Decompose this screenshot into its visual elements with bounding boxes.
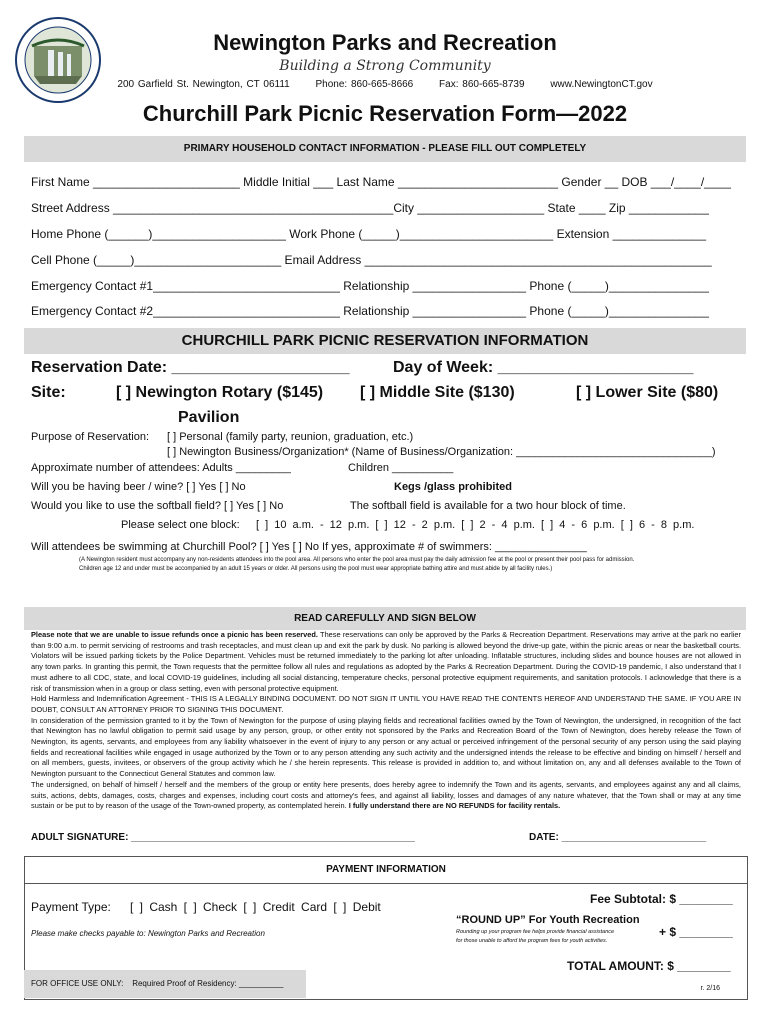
round-up-title: “ROUND UP” For Youth Recreation xyxy=(456,914,640,926)
adult-signature-field[interactable]: ADULT SIGNATURE: ___________________________________________________ xyxy=(31,832,415,843)
site-label: Site: xyxy=(31,384,66,401)
site-option-lower-checkbox[interactable]: [ ] Lower Site ($80) xyxy=(576,384,719,401)
attendees-adults-field[interactable]: Approximate number of attendees: Adults _________ xyxy=(31,462,291,474)
softball-note: The softball field is available for a two hour block of time. xyxy=(350,500,626,512)
fee-subtotal-field[interactable]: Fee Subtotal: $ ________ xyxy=(590,892,733,906)
round-up-amount-field[interactable]: + $ ________ xyxy=(659,925,733,939)
emergency-contact-1-row[interactable]: Emergency Contact #1____________________________ Relationship _________________ Phone (_____)_______________ xyxy=(31,279,709,293)
total-amount-field[interactable]: TOTAL AMOUNT: $ ________ xyxy=(567,959,731,973)
site-option-rotary-checkbox[interactable]: [ ] Newington Rotary ($145) xyxy=(116,384,324,401)
payment-heading: PAYMENT INFORMATION xyxy=(25,857,747,884)
terms-text xyxy=(31,630,741,812)
refund-policy-paragraph xyxy=(31,630,741,694)
time-block-label: Please select one block: xyxy=(121,519,240,531)
org-fax: Fax: 860-665-8739 xyxy=(439,79,525,90)
attendees-children-field[interactable]: Children __________ xyxy=(348,462,454,474)
reservation-section-heading: CHURCHILL PARK PICNIC RESERVATION INFORMATION xyxy=(24,328,746,354)
day-of-week-field[interactable]: Day of Week: ______________________ xyxy=(393,359,694,376)
round-up-note-line1: Rounding up your program fee helps provide financial assistance xyxy=(456,929,615,935)
org-website: www.NewingtonCT.gov xyxy=(550,79,653,90)
kegs-prohibited-note: Kegs /glass prohibited xyxy=(394,481,512,493)
softball-question[interactable]: Would you like to use the softball field? [ ] Yes [ ] No xyxy=(31,500,284,512)
time-block-options[interactable]: [ ] 10 a.m. - 12 p.m. [ ] 12 - 2 p.m. [ ] 2 - 4 p.m. [ ] 4 - 6 p.m. [ ] 6 - 8 p.m. xyxy=(256,519,695,531)
emergency-contact-2-row[interactable]: Emergency Contact #2____________________________ Relationship _________________ Phone (_____)_______________ xyxy=(31,304,709,318)
cell-email-row[interactable]: Cell Phone (_____)______________________ Email Address ____________________________________________________ xyxy=(31,253,712,267)
contact-section-heading: PRIMARY HOUSEHOLD CONTACT INFORMATION - PLEASE FILL OUT COMPLETELY xyxy=(24,136,746,162)
hold-harmless-paragraph: Hold Harmless and Indemnification Agreement - THIS IS A LEGALLY BINDING DOCUMENT. DO NOT SIGN IT UNTIL YOU HAVE READ THE CONTENTS HEREOF AND UNDERSTAND THE SAME. IF YOU ARE IN DOUBT, CONSULT AN ATTORNEY PRIOR TO SIGNING THIS DOCUMENT. xyxy=(31,694,741,714)
refund-policy-bold: Please note that we are unable to issue refunds once a picnic has been reserved. xyxy=(31,630,318,639)
office-use-label: FOR OFFICE USE ONLY: xyxy=(31,979,124,988)
name-row[interactable]: First Name ______________________ Middle Initial ___ Last Name ________________________ Gender __ DOB ___/____/____ xyxy=(31,175,731,189)
revision-note: r. 2/16 xyxy=(700,985,720,992)
org-tagline: Building a Strong Community xyxy=(279,58,491,74)
purpose-personal-checkbox[interactable]: [ ] Personal (family party, reunion, graduation, etc.) xyxy=(167,431,414,443)
proof-of-residency-field[interactable]: Required Proof of Residency: __________ xyxy=(132,979,284,988)
signature-date-field[interactable]: DATE: __________________________ xyxy=(529,832,707,843)
site-option-middle-checkbox[interactable]: [ ] Middle Site ($130) xyxy=(360,384,515,401)
pool-note-line1: (A Newington resident must accompany any non-residents attendees into the pool area. All persons who enter the pool area must pay the daily admission fee at the pool or present their pool pass for admission. xyxy=(79,557,635,563)
purpose-label: Purpose of Reservation: xyxy=(31,431,150,443)
site-option-rotary-pavilion: Pavilion xyxy=(178,409,240,426)
beer-wine-question[interactable]: Will you be having beer / wine? [ ] Yes [ ] No xyxy=(31,481,246,493)
payment-type-options[interactable]: [ ] Cash [ ] Check [ ] Credit Card [ ] Debit xyxy=(130,900,381,914)
reservation-date-field[interactable]: Reservation Date: ____________________ xyxy=(31,359,350,376)
indemnify-text: The undersigned, on behalf of himself / herself and the members of the group or entity here presents, does hereby agree to indemnify the Town and its agents, servants, and employees against any and all claims, suits, actions, debts, damages, costs, charges and expenses, including court costs and attorney's fees, and against all liability, losses and damages of any nature whatever, that the Town shall or may at any time sustain or be put to by reason of the usage of the Town-owned property, as contemplated herein. xyxy=(31,779,741,811)
checks-payable-note: Please make checks payable to: Newington Parks and Recreation xyxy=(31,929,265,938)
refund-policy-text: These reservations can only be approved by the Parks & Recreation Department. Reservations may arrive at the park no earlier than 9:00 a.m. to permit servicing of restrooms and trash receptacles, and must clean up and exit the park by dusk. No parking is allowed beyond the drive-up gate, within the picnic areas or near the basketball courts. Violators will be issued parking tickets by the Police Department. Vehicles must be returned immediately to the parking lot after unloading. Inflatable structures, including slides and bounce houses are not allowed in any town parks. In granting this permit, the Town requests that the permittee follow all rules and regulations as adopted by the Parks & Recreation Department. During the COVID-19 pandemic, I also understand that I must adhere to all CDC, state, and local COVID-19 guidelines, including all social distancing, temperature checks, personal protective equipment requirements, and sanitation protocols. I acknowledge that there is a risk of transmission when in a group or class setting, even with personal protective equipment. xyxy=(31,630,741,693)
round-up-note-line2: for those unable to afford the program fees for youth activities. xyxy=(456,938,608,944)
indemnify-paragraph xyxy=(31,780,741,812)
payment-type-label: Payment Type: xyxy=(31,900,111,914)
office-use-line xyxy=(31,979,283,988)
pool-note-line2: Children age 12 and under must be accompanied by an adult 15 years or older. All persons using the pool must wear appropriate bathing attire and must abide by all facility rules.) xyxy=(79,566,553,572)
org-address: 200 Garfield St. Newington, CT 06111 xyxy=(117,79,290,90)
release-paragraph: In consideration of the permission granted to it by the Town of Newington for the purpose of using playing fields and recreational facilities owned by the Town of Newington, the undersigned, in recognition of the fact that Newington has no lawful obligation to permit said usage by any person, group, or other entity not sponsored by the Parks and Recreation Board of the Town of Newington, does hereby release the Town of Newington, its agents, servants, and employees from any liability whatsoever in the event of injury to any person or any actual or perceived infringement of the personal security of any person using the said playing fields and recreational facilities while engaged in usage authorized by the Town or to any person attending any such activity and the undersigned intends the release to be effective and binding on himself / herself and on all members, guests, invitees, or observers of the group activity which he / she herein represents. This release is provided in addition to, and without limitation on, any and all defenses available to the Town of Newington pursuant to the Connecticut General Statutes and common law. xyxy=(31,715,741,779)
form-title: Churchill Park Picnic Reservation Form—2022 xyxy=(142,101,628,126)
org-name: Newington Parks and Recreation xyxy=(213,30,557,55)
phone-row[interactable]: Home Phone (______)____________________ Work Phone (_____)_______________________ Extension ______________ xyxy=(31,227,707,241)
org-phone: Phone: 860-665-8666 xyxy=(315,79,414,90)
no-refunds-bold: I fully understand there are NO REFUNDS for facility rentals. xyxy=(346,801,561,811)
purpose-business-checkbox[interactable]: [ ] Newington Business/Organization* (Name of Business/Organization: ________________________________) xyxy=(167,446,716,458)
org-contact-line xyxy=(0,79,770,90)
terms-section-heading: READ CAREFULLY AND SIGN BELOW xyxy=(24,607,746,630)
address-row[interactable]: Street Address __________________________________________City ___________________ State ____ Zip ____________ xyxy=(31,201,709,215)
pool-question[interactable]: Will attendees be swimming at Churchill Pool? [ ] Yes [ ] No If yes, approximate # of swimmers: _______________ xyxy=(31,541,587,553)
